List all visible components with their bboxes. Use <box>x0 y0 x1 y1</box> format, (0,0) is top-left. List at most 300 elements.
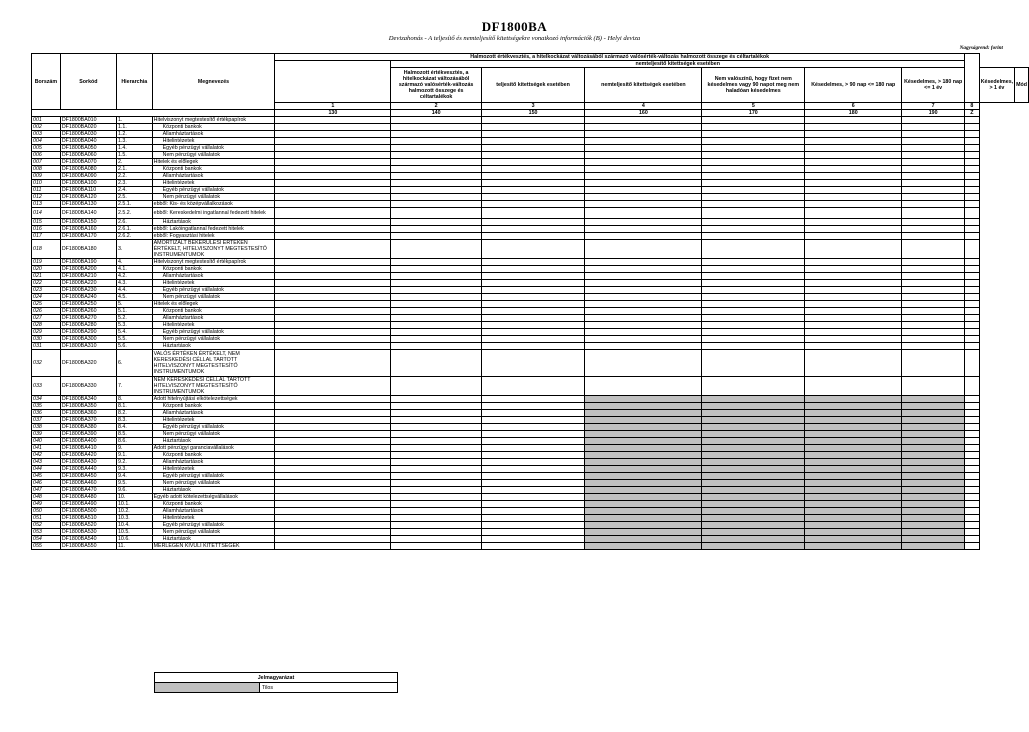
data-cell <box>805 159 902 166</box>
row-code: DF1800BA020 <box>60 124 116 131</box>
data-cell <box>585 480 702 487</box>
row-number: 038 <box>32 424 61 431</box>
row-number: 054 <box>32 536 61 543</box>
table-row <box>32 410 1029 417</box>
data-cell <box>965 343 980 350</box>
data-cell <box>902 240 965 259</box>
data-cell <box>481 536 585 543</box>
data-cell <box>702 501 805 508</box>
row-number: 003 <box>32 131 61 138</box>
row-name: Hitelviszonyt megtestesítő értékpapírok <box>152 259 275 266</box>
row-number: 009 <box>32 173 61 180</box>
table-row <box>32 480 1029 487</box>
data-cell <box>965 377 980 396</box>
table-row <box>32 494 1029 501</box>
row-name: Egyéb pénzügyi vállalatok <box>152 522 275 529</box>
data-cell <box>391 452 481 459</box>
data-cell <box>965 152 980 159</box>
table-row <box>32 529 1029 536</box>
data-cell <box>902 322 965 329</box>
data-cell <box>902 508 965 515</box>
data-cell <box>391 152 481 159</box>
data-cell <box>902 403 965 410</box>
row-number: 005 <box>32 145 61 152</box>
row-number: 028 <box>32 322 61 329</box>
colcode-1: 130 <box>275 110 391 117</box>
row-name: Államháztartások <box>152 173 275 180</box>
row-number: 051 <box>32 515 61 522</box>
data-cell <box>585 208 702 219</box>
data-cell <box>391 487 481 494</box>
row-name: Adott pénzügyi garanciavállalások <box>152 445 275 452</box>
table-row <box>32 459 1029 466</box>
colcode-3: 150 <box>481 110 585 117</box>
data-cell <box>965 417 980 424</box>
data-cell <box>481 459 585 466</box>
row-number: 019 <box>32 259 61 266</box>
data-cell <box>275 445 391 452</box>
data-cell <box>805 480 902 487</box>
data-cell <box>391 501 481 508</box>
data-cell <box>702 294 805 301</box>
data-cell <box>391 403 481 410</box>
data-cell <box>391 536 481 543</box>
data-cell <box>902 145 965 152</box>
row-code: DF1800BA360 <box>60 410 116 417</box>
row-hierarchy: 8.1. <box>116 403 152 410</box>
data-cell <box>965 194 980 201</box>
data-cell <box>805 508 902 515</box>
row-number: 027 <box>32 315 61 322</box>
colcode-5: 170 <box>702 110 805 117</box>
table-row <box>32 240 1029 259</box>
data-cell <box>585 201 702 208</box>
data-cell <box>585 173 702 180</box>
table-row <box>32 322 1029 329</box>
data-cell <box>805 377 902 396</box>
row-hierarchy: 10. <box>116 494 152 501</box>
data-cell <box>275 322 391 329</box>
row-hierarchy: 1.1. <box>116 124 152 131</box>
data-cell <box>902 131 965 138</box>
data-cell <box>702 180 805 187</box>
data-cell <box>702 173 805 180</box>
data-cell <box>391 208 481 219</box>
row-hierarchy: 7. <box>116 377 152 396</box>
row-hierarchy: 11. <box>116 543 152 550</box>
table-row <box>32 166 1029 173</box>
table-row <box>32 396 1029 403</box>
table-row <box>32 466 1029 473</box>
data-cell <box>481 301 585 308</box>
row-code: DF1800BA110 <box>60 187 116 194</box>
colcode-8: Z <box>965 110 980 117</box>
data-cell <box>805 280 902 287</box>
row-number: 035 <box>32 403 61 410</box>
data-cell <box>585 515 702 522</box>
data-cell <box>585 522 702 529</box>
data-cell <box>702 208 805 219</box>
data-cell <box>275 424 391 431</box>
row-number: 040 <box>32 438 61 445</box>
data-cell <box>965 273 980 280</box>
data-cell <box>585 273 702 280</box>
row-number: 030 <box>32 336 61 343</box>
data-cell <box>702 233 805 240</box>
table-row <box>32 473 1029 480</box>
row-hierarchy: 10.2. <box>116 508 152 515</box>
data-cell <box>965 280 980 287</box>
data-cell <box>585 396 702 403</box>
data-cell <box>805 452 902 459</box>
data-cell <box>702 280 805 287</box>
data-cell <box>275 208 391 219</box>
data-cell <box>902 233 965 240</box>
data-cell <box>391 377 481 396</box>
row-hierarchy: 9. <box>116 445 152 452</box>
data-cell <box>965 322 980 329</box>
row-code: DF1800BA160 <box>60 226 116 233</box>
row-code: DF1800BA240 <box>60 294 116 301</box>
data-cell <box>965 187 980 194</box>
table-row <box>32 152 1029 159</box>
data-cell <box>391 259 481 266</box>
data-cell <box>275 459 391 466</box>
row-name: Hitelintézetek <box>152 180 275 187</box>
data-cell <box>702 438 805 445</box>
data-cell <box>965 494 980 501</box>
data-cell <box>585 377 702 396</box>
data-cell <box>902 529 965 536</box>
table-row <box>32 233 1029 240</box>
data-cell <box>902 350 965 377</box>
data-cell <box>805 431 902 438</box>
data-cell <box>585 466 702 473</box>
data-cell <box>805 515 902 522</box>
data-cell <box>965 287 980 294</box>
row-name: Háztartások <box>152 343 275 350</box>
data-cell <box>275 159 391 166</box>
data-cell <box>275 124 391 131</box>
data-cell <box>481 543 585 550</box>
data-cell <box>702 536 805 543</box>
row-code: DF1800BA060 <box>60 152 116 159</box>
data-cell <box>391 329 481 336</box>
row-code: DF1800BA330 <box>60 377 116 396</box>
row-number: 049 <box>32 501 61 508</box>
data-cell <box>805 501 902 508</box>
data-cell <box>391 343 481 350</box>
table-row <box>32 424 1029 431</box>
row-hierarchy: 4.4. <box>116 287 152 294</box>
row-number: 047 <box>32 487 61 494</box>
data-cell <box>391 459 481 466</box>
data-cell <box>902 424 965 431</box>
data-cell <box>965 410 980 417</box>
data-cell <box>481 315 585 322</box>
data-cell <box>275 145 391 152</box>
data-cell <box>702 494 805 501</box>
data-cell <box>965 259 980 266</box>
row-hierarchy: 9.6. <box>116 487 152 494</box>
row-hierarchy: 1.4. <box>116 145 152 152</box>
data-cell <box>965 424 980 431</box>
data-cell <box>481 487 585 494</box>
data-cell <box>702 329 805 336</box>
data-cell <box>481 410 585 417</box>
row-code: DF1800BA430 <box>60 459 116 466</box>
data-cell <box>585 336 702 343</box>
data-cell <box>481 377 585 396</box>
data-cell <box>805 424 902 431</box>
data-cell <box>965 473 980 480</box>
data-cell <box>585 145 702 152</box>
row-code: DF1800BA500 <box>60 508 116 515</box>
row-name: Egyéb pénzügyi vállalatok <box>152 145 275 152</box>
data-cell <box>805 343 902 350</box>
data-cell <box>275 131 391 138</box>
data-cell <box>965 226 980 233</box>
data-cell <box>965 131 980 138</box>
row-number: 007 <box>32 159 61 166</box>
data-cell <box>481 124 585 131</box>
data-cell <box>902 173 965 180</box>
data-cell <box>702 377 805 396</box>
data-cell <box>585 452 702 459</box>
data-cell <box>585 350 702 377</box>
row-hierarchy: 2. <box>116 159 152 166</box>
data-cell <box>902 138 965 145</box>
data-cell <box>805 266 902 273</box>
data-cell <box>805 117 902 124</box>
table-row <box>32 308 1029 315</box>
data-cell <box>391 131 481 138</box>
row-name: Hitelintézetek <box>152 417 275 424</box>
row-hierarchy: 8.3. <box>116 417 152 424</box>
colnum-8: 8 <box>965 103 980 110</box>
data-cell <box>805 240 902 259</box>
data-cell <box>805 201 902 208</box>
row-code: DF1800BA190 <box>60 259 116 266</box>
data-cell <box>805 194 902 201</box>
row-name: Hitelintézetek <box>152 322 275 329</box>
row-name: Háztartások <box>152 487 275 494</box>
data-cell <box>805 350 902 377</box>
table-row <box>32 536 1029 543</box>
data-cell <box>275 480 391 487</box>
data-cell <box>702 287 805 294</box>
row-number: 004 <box>32 138 61 145</box>
data-cell <box>965 240 980 259</box>
data-cell <box>902 180 965 187</box>
data-cell <box>965 522 980 529</box>
data-cell <box>965 350 980 377</box>
header-blank <box>965 54 980 103</box>
data-cell <box>702 201 805 208</box>
data-cell <box>965 480 980 487</box>
header-col3: nemteljesítő kitettségek esetében <box>585 68 702 103</box>
data-cell <box>965 515 980 522</box>
data-cell <box>391 529 481 536</box>
data-cell <box>965 508 980 515</box>
data-cell <box>965 487 980 494</box>
row-code: DF1800BA390 <box>60 431 116 438</box>
data-cell <box>481 515 585 522</box>
table-row <box>32 124 1029 131</box>
row-name: Háztartások <box>152 438 275 445</box>
data-cell <box>805 308 902 315</box>
table-row <box>32 377 1029 396</box>
data-cell <box>965 536 980 543</box>
data-cell <box>902 445 965 452</box>
row-number: 032 <box>32 350 61 377</box>
data-cell <box>585 226 702 233</box>
data-cell <box>702 240 805 259</box>
row-code: DF1800BA420 <box>60 452 116 459</box>
data-cell <box>481 343 585 350</box>
data-cell <box>275 522 391 529</box>
data-cell <box>965 396 980 403</box>
data-cell <box>481 322 585 329</box>
data-cell <box>702 424 805 431</box>
table-row <box>32 280 1029 287</box>
row-name: ebből: Lakóingatlannal fedezett hitelek <box>152 226 275 233</box>
row-name: Egyéb pénzügyi vállalatok <box>152 187 275 194</box>
legend-swatch <box>155 683 260 693</box>
row-code: DF1800BA250 <box>60 301 116 308</box>
data-cell <box>481 226 585 233</box>
row-name: Egyéb pénzügyi vállalatok <box>152 287 275 294</box>
table-row <box>32 219 1029 226</box>
data-cell <box>481 445 585 452</box>
data-cell <box>902 438 965 445</box>
data-cell <box>275 117 391 124</box>
data-cell <box>275 226 391 233</box>
row-name: Nem pénzügyi vállalatok <box>152 294 275 301</box>
row-name: Háztartások <box>152 219 275 226</box>
row-name: Nem pénzügyi vállalatok <box>152 152 275 159</box>
row-number: 016 <box>32 226 61 233</box>
row-hierarchy: 8. <box>116 396 152 403</box>
data-cell <box>585 536 702 543</box>
data-cell <box>702 336 805 343</box>
data-cell <box>481 452 585 459</box>
data-cell <box>275 152 391 159</box>
data-cell <box>965 308 980 315</box>
data-cell <box>481 480 585 487</box>
data-cell <box>585 403 702 410</box>
data-cell <box>702 159 805 166</box>
data-cell <box>702 403 805 410</box>
data-cell <box>275 410 391 417</box>
data-cell <box>805 522 902 529</box>
data-cell <box>965 445 980 452</box>
data-cell <box>585 294 702 301</box>
data-cell <box>275 494 391 501</box>
data-cell <box>902 410 965 417</box>
table-row <box>32 315 1029 322</box>
row-code: DF1800BA200 <box>60 266 116 273</box>
row-name: Egyéb pénzügyi vállalatok <box>152 473 275 480</box>
data-cell <box>481 280 585 287</box>
data-cell <box>391 438 481 445</box>
data-cell <box>481 131 585 138</box>
data-cell <box>481 240 585 259</box>
data-cell <box>585 445 702 452</box>
row-code: DF1800BA170 <box>60 233 116 240</box>
row-name: VALÓS ÉRTÉKEN ÉRTÉKELT, NEM KERESKEDÉSI CÉLLAL TARTOTT HITELVISZONYT MEGTESTESÍTŐ INSTRUMENTUMOK <box>152 350 275 377</box>
data-cell <box>481 145 585 152</box>
data-cell <box>275 315 391 322</box>
data-cell <box>965 529 980 536</box>
row-hierarchy: 8.4. <box>116 424 152 431</box>
table-row <box>32 266 1029 273</box>
row-number: 008 <box>32 166 61 173</box>
row-hierarchy: 5.1. <box>116 308 152 315</box>
row-name: Államháztartások <box>152 273 275 280</box>
row-code: DF1800BA310 <box>60 343 116 350</box>
data-cell <box>585 438 702 445</box>
data-cell <box>481 273 585 280</box>
row-name: AMORTIZÁLT BEKERÜLÉSI ÉRTÉKEN ÉRTÉKELT, HITELVISZONYT MEGTESTESÍTŐ INSTRUMENTUMOK <box>152 240 275 259</box>
table-row <box>32 431 1029 438</box>
data-cell <box>275 452 391 459</box>
data-cell <box>805 138 902 145</box>
data-cell <box>965 138 980 145</box>
row-number: 050 <box>32 508 61 515</box>
row-code: DF1800BA410 <box>60 445 116 452</box>
data-cell <box>805 473 902 480</box>
data-cell <box>275 350 391 377</box>
data-cell <box>391 473 481 480</box>
table-row <box>32 522 1029 529</box>
row-code: DF1800BA030 <box>60 131 116 138</box>
table-row <box>32 145 1029 152</box>
colcode-6: 180 <box>805 110 902 117</box>
row-code: DF1800BA270 <box>60 315 116 322</box>
row-hierarchy: 8.6. <box>116 438 152 445</box>
data-cell <box>902 117 965 124</box>
data-cell <box>965 329 980 336</box>
data-cell <box>585 159 702 166</box>
row-code: DF1800BA210 <box>60 273 116 280</box>
header-megnevezes: Megnevezés <box>152 54 275 110</box>
data-cell <box>902 536 965 543</box>
data-cell <box>702 308 805 315</box>
data-cell <box>391 522 481 529</box>
data-cell <box>805 233 902 240</box>
data-cell <box>481 308 585 315</box>
row-number: 033 <box>32 377 61 396</box>
data-cell <box>585 308 702 315</box>
data-cell <box>805 536 902 543</box>
data-cell <box>481 438 585 445</box>
data-cell <box>805 543 902 550</box>
data-cell <box>481 417 585 424</box>
data-cell <box>275 219 391 226</box>
row-number: 042 <box>32 452 61 459</box>
row-hierarchy: 2.6. <box>116 219 152 226</box>
data-cell <box>965 501 980 508</box>
data-cell <box>275 187 391 194</box>
row-code: DF1800BA040 <box>60 138 116 145</box>
data-cell <box>805 396 902 403</box>
data-cell <box>965 159 980 166</box>
data-cell <box>481 396 585 403</box>
row-name: Nem pénzügyi vállalatok <box>152 194 275 201</box>
data-cell <box>391 350 481 377</box>
data-cell <box>391 240 481 259</box>
